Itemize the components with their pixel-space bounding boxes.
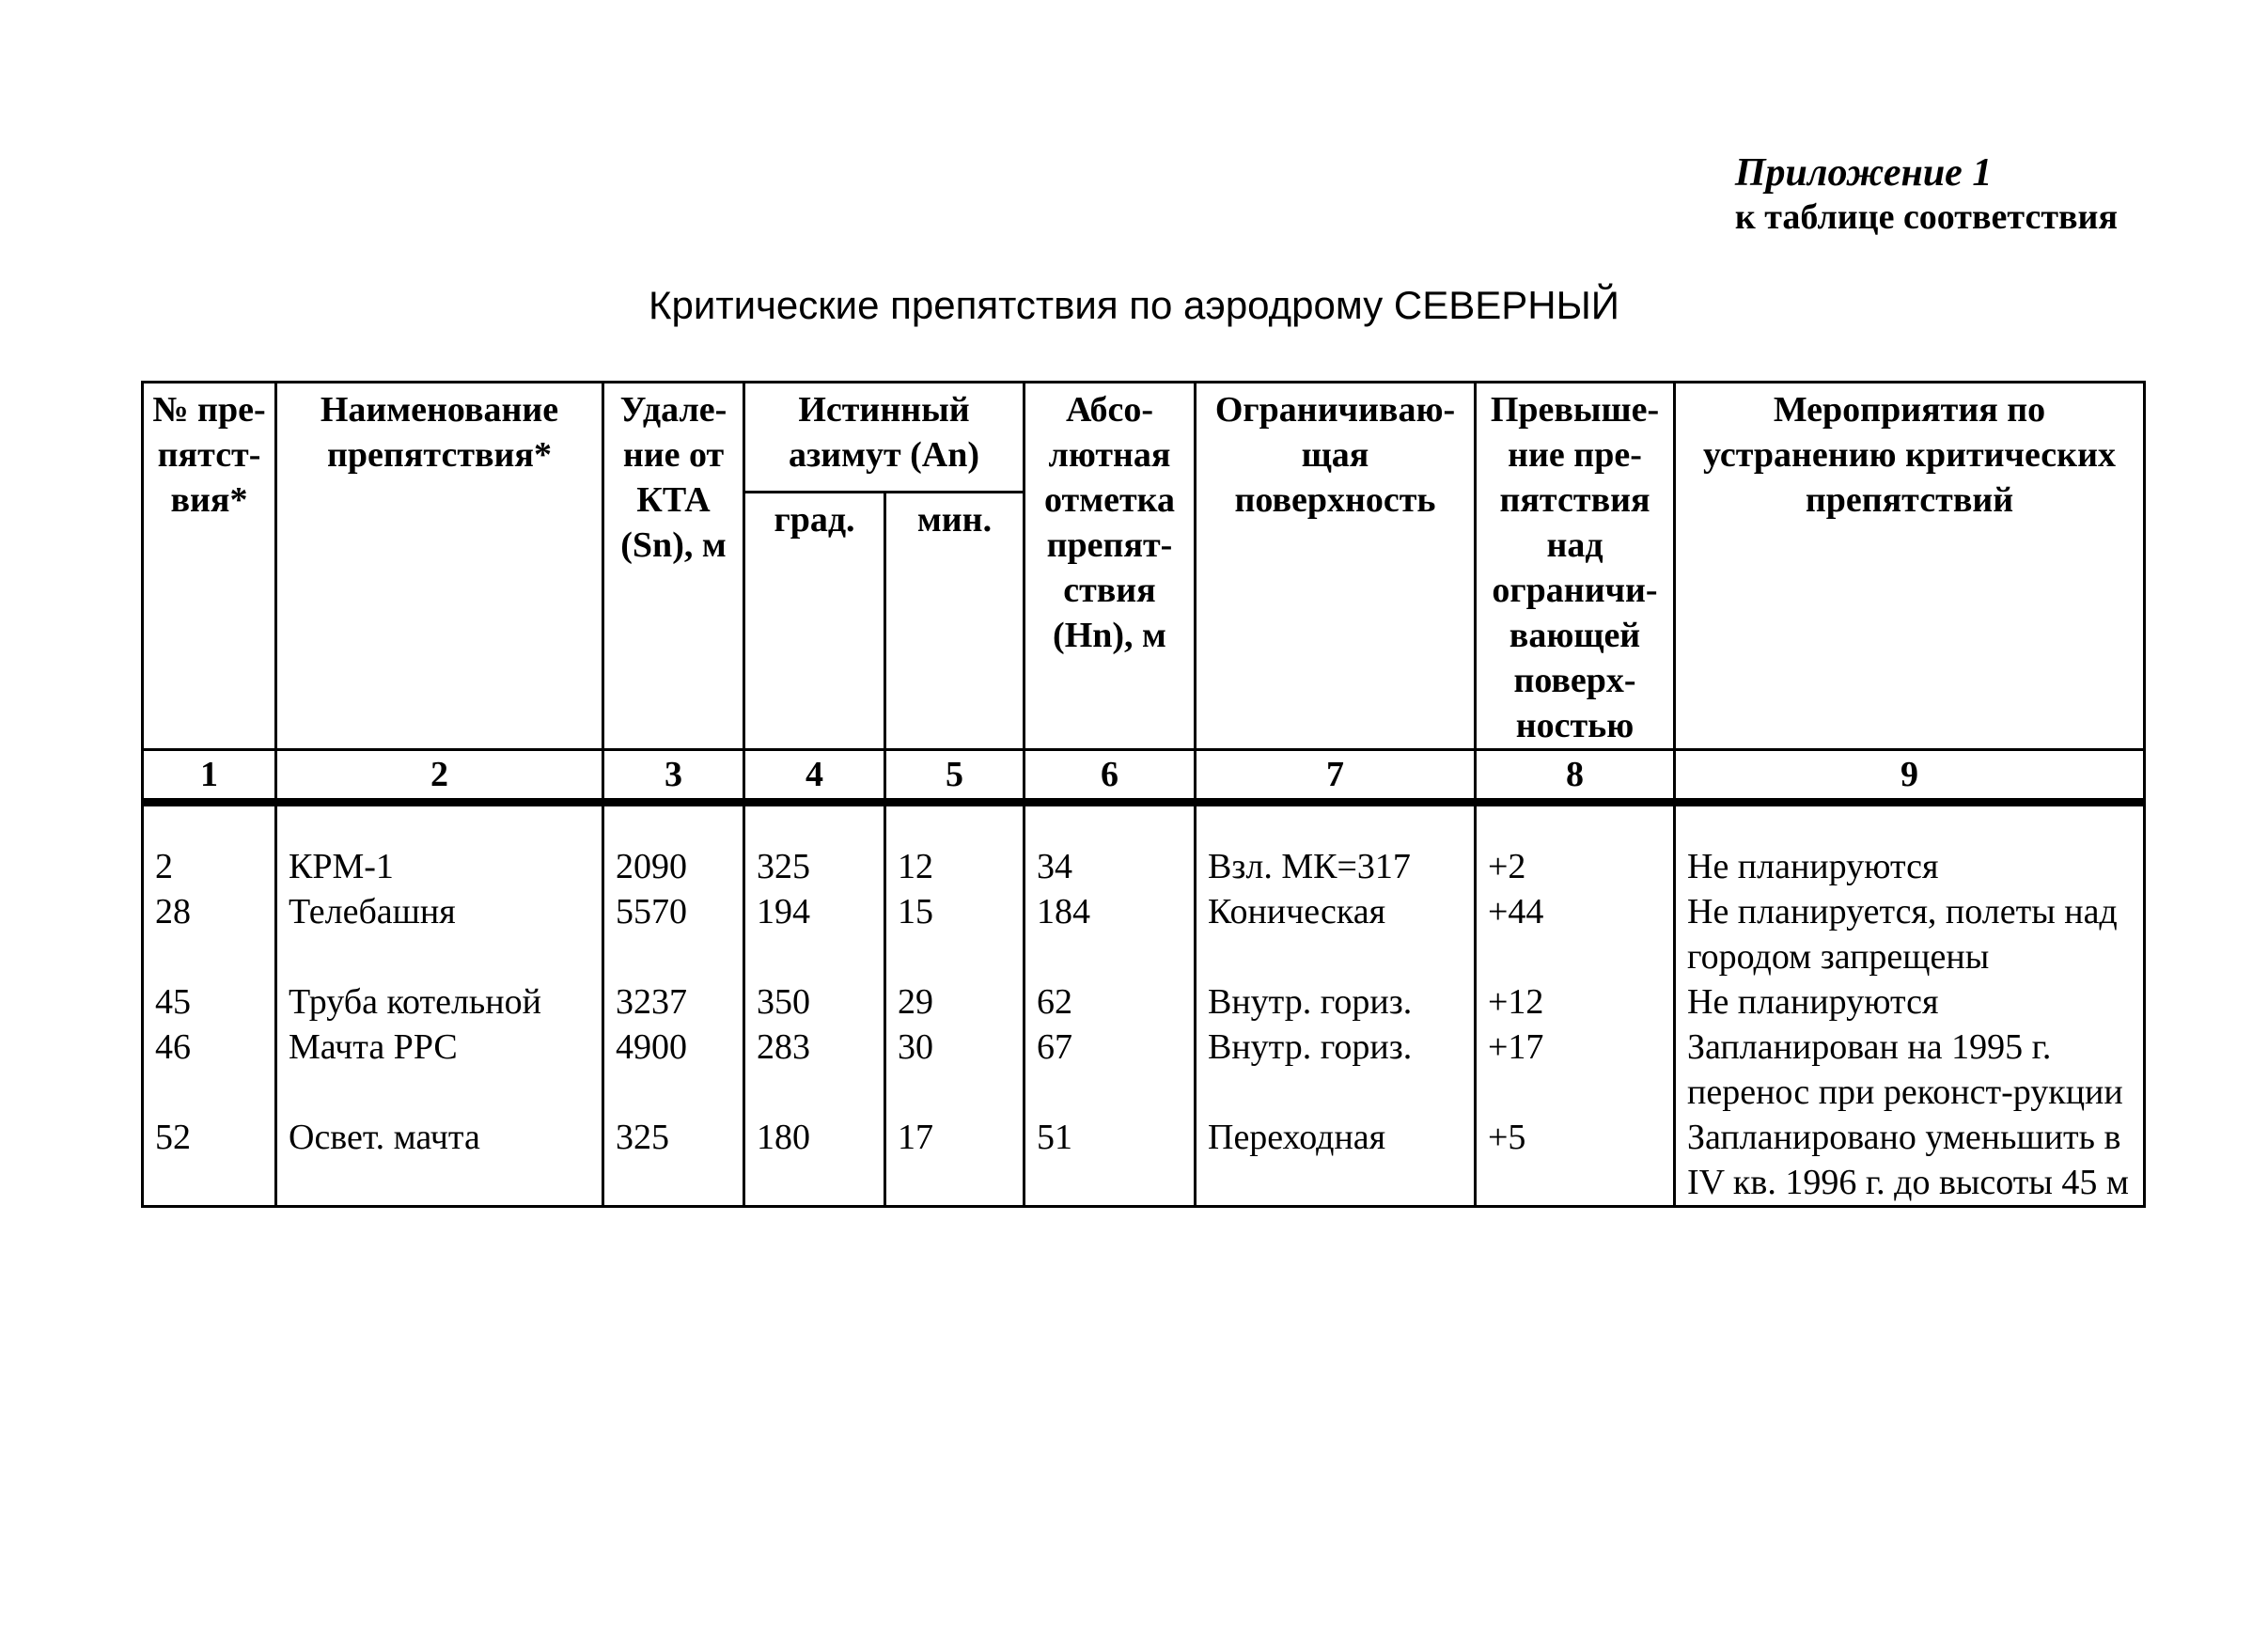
- column-number: 4: [744, 750, 885, 803]
- cell-distance: 4900: [603, 1025, 744, 1115]
- table-row: [143, 979, 2145, 1025]
- cell-degrees: 194: [744, 889, 885, 979]
- table-spacer: [143, 803, 2145, 845]
- cell-measures: Запланирован на 1995 г. перенос при реконст-рукции: [1675, 1025, 2145, 1115]
- cell-surface: Коническая: [1196, 889, 1476, 979]
- cell-altitude: 62: [1025, 979, 1196, 1025]
- header-minutes: мин.: [885, 493, 1025, 750]
- header-altitude: Абсо-лютная отметка препят-ствия (Hn), м: [1025, 383, 1196, 750]
- cell-surface: Взл. МК=317: [1196, 844, 1476, 889]
- header-name: Наименование препятствия*: [276, 383, 603, 750]
- cell-num: 46: [143, 1025, 276, 1115]
- header-measures: Мероприятия по устранению критических препятствий: [1675, 383, 2145, 750]
- cell-degrees: 283: [744, 1025, 885, 1115]
- obstacles-table: [141, 381, 2146, 1208]
- cell-excess: +2: [1476, 844, 1675, 889]
- cell-minutes: 15: [885, 889, 1025, 979]
- column-number: 6: [1025, 750, 1196, 803]
- column-number: 2: [276, 750, 603, 803]
- cell-excess: +12: [1476, 979, 1675, 1025]
- column-number: 9: [1675, 750, 2145, 803]
- header-num: № пре-пятст-вия*: [143, 383, 276, 750]
- cell-measures: Не планируется, полеты над городом запрещены: [1675, 889, 2145, 979]
- column-numbers-row: [143, 750, 2145, 803]
- cell-measures: Не планируются: [1675, 844, 2145, 889]
- cell-measures: Запланировано уменьшить в IV кв. 1996 г. до высоты 45 м: [1675, 1115, 2145, 1207]
- table-row: [143, 889, 2145, 979]
- cell-distance: 325: [603, 1115, 744, 1207]
- column-number: 1: [143, 750, 276, 803]
- header-azimuth: Истинный азимут (An): [744, 383, 1025, 493]
- cell-minutes: 12: [885, 844, 1025, 889]
- cell-name: Мачта РРС: [276, 1025, 603, 1115]
- cell-num: 28: [143, 889, 276, 979]
- cell-name: Освет. мачта: [276, 1115, 603, 1207]
- cell-distance: 5570: [603, 889, 744, 979]
- cell-altitude: 67: [1025, 1025, 1196, 1115]
- header-degrees: град.: [744, 493, 885, 750]
- cell-distance: 3237: [603, 979, 744, 1025]
- document-title: Критические препятствия по аэродрому СЕВЕРНЫЙ: [649, 283, 1619, 327]
- cell-minutes: 29: [885, 979, 1025, 1025]
- cell-degrees: 180: [744, 1115, 885, 1207]
- column-number: 3: [603, 750, 744, 803]
- column-number: 7: [1196, 750, 1476, 803]
- cell-distance: 2090: [603, 844, 744, 889]
- table-row: [143, 1115, 2145, 1207]
- cell-num: 2: [143, 844, 276, 889]
- cell-degrees: 325: [744, 844, 885, 889]
- cell-minutes: 30: [885, 1025, 1025, 1115]
- cell-name: Труба котельной: [276, 979, 603, 1025]
- cell-measures: Не планируются: [1675, 979, 2145, 1025]
- cell-minutes: 17: [885, 1115, 1025, 1207]
- cell-altitude: 34: [1025, 844, 1196, 889]
- cell-surface: Внутр. гориз.: [1196, 979, 1476, 1025]
- cell-surface: Переходная: [1196, 1115, 1476, 1207]
- header-distance: Удале-ние от КТА (Sn), м: [603, 383, 744, 750]
- cell-altitude: 184: [1025, 889, 1196, 979]
- appendix-title: Приложение 1: [1734, 151, 1993, 195]
- header-surface: Ограничиваю-щая поверхность: [1196, 383, 1476, 750]
- column-number: 5: [885, 750, 1025, 803]
- appendix-subtitle: к таблице соответствия: [1734, 197, 2118, 237]
- cell-surface: Внутр. гориз.: [1196, 1025, 1476, 1115]
- table-row: [143, 1025, 2145, 1115]
- header-excess: Превыше-ние пре-пятствия над ограничи-вающей поверх-ностью: [1476, 383, 1675, 750]
- cell-excess: +5: [1476, 1115, 1675, 1207]
- cell-altitude: 51: [1025, 1115, 1196, 1207]
- table-row: [143, 844, 2145, 889]
- cell-name: КРМ-1: [276, 844, 603, 889]
- cell-num: 45: [143, 979, 276, 1025]
- cell-excess: +44: [1476, 889, 1675, 979]
- cell-degrees: 350: [744, 979, 885, 1025]
- column-number: 8: [1476, 750, 1675, 803]
- cell-name: Телебашня: [276, 889, 603, 979]
- appendix-block: [1735, 150, 2118, 239]
- cell-excess: +17: [1476, 1025, 1675, 1115]
- cell-num: 52: [143, 1115, 276, 1207]
